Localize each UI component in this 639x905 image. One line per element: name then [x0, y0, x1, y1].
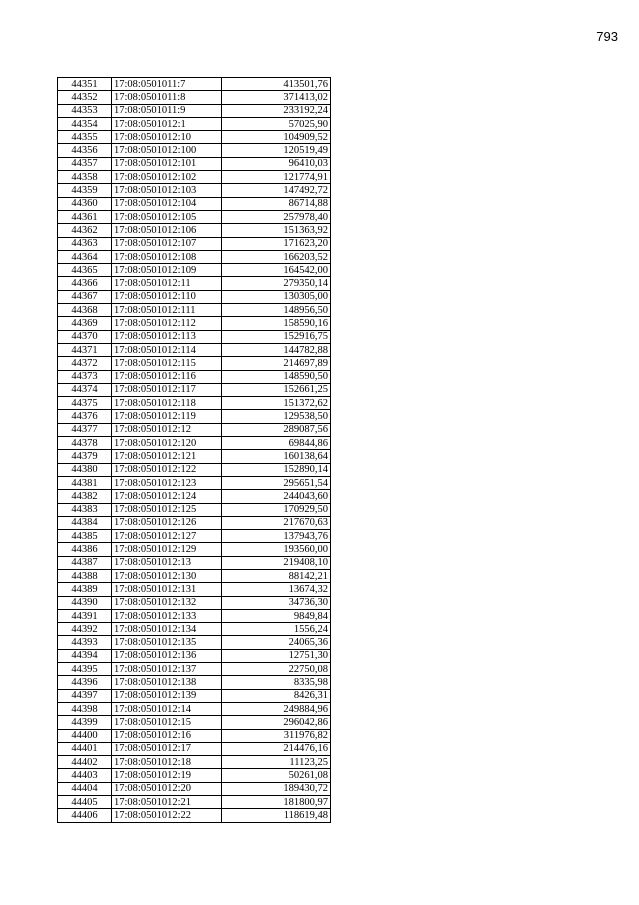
value-cell: 193560,00: [222, 543, 331, 556]
cadastral-number-cell: 17:08:0501012:117: [112, 383, 222, 396]
row-number-cell: 44400: [58, 729, 112, 742]
row-number-cell: 44394: [58, 649, 112, 662]
cadastral-number-cell: 17:08:0501012:112: [112, 317, 222, 330]
table-row: [58, 104, 331, 117]
registry-table-body: [58, 78, 331, 823]
row-number-cell: 44376: [58, 410, 112, 423]
cadastral-number-cell: 17:08:0501012:105: [112, 210, 222, 223]
cadastral-number-cell: 17:08:0501012:107: [112, 237, 222, 250]
cadastral-number-cell: 17:08:0501012:132: [112, 596, 222, 609]
row-number-cell: 44384: [58, 516, 112, 529]
row-number-cell: 44372: [58, 357, 112, 370]
table-row: [58, 184, 331, 197]
cadastral-number-cell: 17:08:0501012:137: [112, 663, 222, 676]
table-row: [58, 569, 331, 582]
cadastral-number-cell: 17:08:0501012:125: [112, 503, 222, 516]
value-cell: 249884,96: [222, 702, 331, 715]
table-row: [58, 596, 331, 609]
cadastral-number-cell: 17:08:0501012:116: [112, 370, 222, 383]
table-row: [58, 503, 331, 516]
cadastral-number-cell: 17:08:0501012:109: [112, 264, 222, 277]
value-cell: 219408,10: [222, 556, 331, 569]
value-cell: 279350,14: [222, 277, 331, 290]
cadastral-number-cell: 17:08:0501011:8: [112, 91, 222, 104]
value-cell: 11123,25: [222, 756, 331, 769]
cadastral-number-cell: 17:08:0501012:1: [112, 117, 222, 130]
table-row: [58, 343, 331, 356]
value-cell: 311976,82: [222, 729, 331, 742]
cadastral-number-cell: 17:08:0501012:121: [112, 450, 222, 463]
row-number-cell: 44365: [58, 264, 112, 277]
row-number-cell: 44356: [58, 144, 112, 157]
row-number-cell: 44382: [58, 490, 112, 503]
value-cell: 371413,02: [222, 91, 331, 104]
row-number-cell: 44370: [58, 330, 112, 343]
value-cell: 158590,16: [222, 317, 331, 330]
value-cell: 137943,76: [222, 530, 331, 543]
cadastral-number-cell: 17:08:0501012:130: [112, 569, 222, 582]
table-row: [58, 623, 331, 636]
cadastral-number-cell: 17:08:0501012:123: [112, 476, 222, 489]
table-row: [58, 702, 331, 715]
cadastral-number-cell: 17:08:0501012:127: [112, 530, 222, 543]
table-row: [58, 91, 331, 104]
value-cell: 295651,54: [222, 476, 331, 489]
row-number-cell: 44389: [58, 583, 112, 596]
cadastral-number-cell: 17:08:0501012:135: [112, 636, 222, 649]
row-number-cell: 44405: [58, 796, 112, 809]
row-number-cell: 44401: [58, 742, 112, 755]
cadastral-number-cell: 17:08:0501012:106: [112, 224, 222, 237]
value-cell: 130305,00: [222, 290, 331, 303]
row-number-cell: 44378: [58, 437, 112, 450]
table-row: [58, 609, 331, 622]
cadastral-number-cell: 17:08:0501012:134: [112, 623, 222, 636]
cadastral-number-cell: 17:08:0501012:115: [112, 357, 222, 370]
table-row: [58, 490, 331, 503]
table-row: [58, 516, 331, 529]
cadastral-number-cell: 17:08:0501012:133: [112, 609, 222, 622]
cadastral-number-cell: 17:08:0501012:20: [112, 782, 222, 795]
table-row: [58, 224, 331, 237]
row-number-cell: 44383: [58, 503, 112, 516]
value-cell: 118619,48: [222, 809, 331, 822]
table-row: [58, 131, 331, 144]
table-row: [58, 716, 331, 729]
row-number-cell: 44403: [58, 769, 112, 782]
table-row: [58, 171, 331, 184]
value-cell: 214697,89: [222, 357, 331, 370]
table-row: [58, 556, 331, 569]
value-cell: 144782,88: [222, 343, 331, 356]
table-row: [58, 782, 331, 795]
table-row: [58, 250, 331, 263]
table-row: [58, 756, 331, 769]
row-number-cell: 44359: [58, 184, 112, 197]
cadastral-number-cell: 17:08:0501012:100: [112, 144, 222, 157]
cadastral-number-cell: 17:08:0501012:113: [112, 330, 222, 343]
value-cell: 34736,30: [222, 596, 331, 609]
cadastral-number-cell: 17:08:0501012:131: [112, 583, 222, 596]
table-row: [58, 383, 331, 396]
cadastral-number-cell: 17:08:0501012:103: [112, 184, 222, 197]
value-cell: 257978,40: [222, 210, 331, 223]
value-cell: 244043,60: [222, 490, 331, 503]
table-row: [58, 809, 331, 822]
value-cell: 57025,90: [222, 117, 331, 130]
value-cell: 24065,36: [222, 636, 331, 649]
value-cell: 152661,25: [222, 383, 331, 396]
row-number-cell: 44351: [58, 78, 112, 91]
cadastral-number-cell: 17:08:0501012:21: [112, 796, 222, 809]
value-cell: 120519,49: [222, 144, 331, 157]
table-row: [58, 450, 331, 463]
table-row: [58, 317, 331, 330]
table-row: [58, 423, 331, 436]
row-number-cell: 44369: [58, 317, 112, 330]
table-row: [58, 157, 331, 170]
cadastral-number-cell: 17:08:0501012:118: [112, 397, 222, 410]
value-cell: 166203,52: [222, 250, 331, 263]
cadastral-number-cell: 17:08:0501012:12: [112, 423, 222, 436]
table-row: [58, 649, 331, 662]
cadastral-number-cell: 17:08:0501012:10: [112, 131, 222, 144]
table-row: [58, 357, 331, 370]
cadastral-number-cell: 17:08:0501012:11: [112, 277, 222, 290]
table-row: [58, 397, 331, 410]
table-row: [58, 210, 331, 223]
cadastral-number-cell: 17:08:0501012:129: [112, 543, 222, 556]
value-cell: 121774,91: [222, 171, 331, 184]
value-cell: 8335,98: [222, 676, 331, 689]
cadastral-number-cell: 17:08:0501012:110: [112, 290, 222, 303]
cadastral-number-cell: 17:08:0501012:15: [112, 716, 222, 729]
value-cell: 233192,24: [222, 104, 331, 117]
table-row: [58, 304, 331, 317]
value-cell: 171623,20: [222, 237, 331, 250]
table-row: [58, 264, 331, 277]
table-row: [58, 583, 331, 596]
table-row: [58, 796, 331, 809]
cadastral-number-cell: 17:08:0501012:120: [112, 437, 222, 450]
table-row: [58, 663, 331, 676]
table-row: [58, 769, 331, 782]
table-row: [58, 437, 331, 450]
table-row: [58, 676, 331, 689]
value-cell: 86714,88: [222, 197, 331, 210]
cadastral-number-cell: 17:08:0501011:9: [112, 104, 222, 117]
row-number-cell: 44375: [58, 397, 112, 410]
table-row: [58, 543, 331, 556]
value-cell: 217670,63: [222, 516, 331, 529]
value-cell: 152890,14: [222, 463, 331, 476]
cadastral-number-cell: 17:08:0501012:114: [112, 343, 222, 356]
row-number-cell: 44363: [58, 237, 112, 250]
value-cell: 148956,50: [222, 304, 331, 317]
cadastral-number-cell: 17:08:0501012:139: [112, 689, 222, 702]
value-cell: 9849,84: [222, 609, 331, 622]
value-cell: 413501,76: [222, 78, 331, 91]
cadastral-number-cell: 17:08:0501012:138: [112, 676, 222, 689]
value-cell: 151372,62: [222, 397, 331, 410]
value-cell: 8426,31: [222, 689, 331, 702]
row-number-cell: 44371: [58, 343, 112, 356]
table-row: [58, 78, 331, 91]
row-number-cell: 44355: [58, 131, 112, 144]
row-number-cell: 44406: [58, 809, 112, 822]
table-row: [58, 277, 331, 290]
cadastral-number-cell: 17:08:0501012:108: [112, 250, 222, 263]
table-row: [58, 689, 331, 702]
row-number-cell: 44402: [58, 756, 112, 769]
row-number-cell: 44358: [58, 171, 112, 184]
cadastral-number-cell: 17:08:0501012:14: [112, 702, 222, 715]
row-number-cell: 44379: [58, 450, 112, 463]
cadastral-number-cell: 17:08:0501012:124: [112, 490, 222, 503]
value-cell: 152916,75: [222, 330, 331, 343]
row-number-cell: 44362: [58, 224, 112, 237]
row-number-cell: 44392: [58, 623, 112, 636]
table-row: [58, 330, 331, 343]
value-cell: 170929,50: [222, 503, 331, 516]
row-number-cell: 44393: [58, 636, 112, 649]
table-row: [58, 370, 331, 383]
row-number-cell: 44352: [58, 91, 112, 104]
table-row: [58, 290, 331, 303]
row-number-cell: 44398: [58, 702, 112, 715]
cadastral-number-cell: 17:08:0501012:17: [112, 742, 222, 755]
table-row: [58, 476, 331, 489]
value-cell: 289087,56: [222, 423, 331, 436]
value-cell: 160138,64: [222, 450, 331, 463]
value-cell: 12751,30: [222, 649, 331, 662]
value-cell: 189430,72: [222, 782, 331, 795]
value-cell: 69844,86: [222, 437, 331, 450]
value-cell: 13674,32: [222, 583, 331, 596]
row-number-cell: 44368: [58, 304, 112, 317]
table-row: [58, 410, 331, 423]
row-number-cell: 44399: [58, 716, 112, 729]
value-cell: 88142,21: [222, 569, 331, 582]
cadastral-number-cell: 17:08:0501012:136: [112, 649, 222, 662]
row-number-cell: 44390: [58, 596, 112, 609]
row-number-cell: 44397: [58, 689, 112, 702]
row-number-cell: 44360: [58, 197, 112, 210]
page-number: 793: [596, 29, 618, 44]
row-number-cell: 44377: [58, 423, 112, 436]
cadastral-number-cell: 17:08:0501012:101: [112, 157, 222, 170]
row-number-cell: 44395: [58, 663, 112, 676]
table-row: [58, 729, 331, 742]
cadastral-number-cell: 17:08:0501012:126: [112, 516, 222, 529]
row-number-cell: 44357: [58, 157, 112, 170]
row-number-cell: 44380: [58, 463, 112, 476]
row-number-cell: 44396: [58, 676, 112, 689]
value-cell: 148590,50: [222, 370, 331, 383]
value-cell: 164542,00: [222, 264, 331, 277]
row-number-cell: 44388: [58, 569, 112, 582]
value-cell: 214476,16: [222, 742, 331, 755]
value-cell: 181800,97: [222, 796, 331, 809]
cadastral-number-cell: 17:08:0501012:18: [112, 756, 222, 769]
cadastral-number-cell: 17:08:0501012:102: [112, 171, 222, 184]
cadastral-number-cell: 17:08:0501012:19: [112, 769, 222, 782]
value-cell: 129538,50: [222, 410, 331, 423]
table-row: [58, 237, 331, 250]
row-number-cell: 44353: [58, 104, 112, 117]
value-cell: 50261,08: [222, 769, 331, 782]
cadastral-number-cell: 17:08:0501011:7: [112, 78, 222, 91]
table-row: [58, 636, 331, 649]
row-number-cell: 44404: [58, 782, 112, 795]
row-number-cell: 44364: [58, 250, 112, 263]
value-cell: 1556,24: [222, 623, 331, 636]
cadastral-number-cell: 17:08:0501012:104: [112, 197, 222, 210]
table-row: [58, 144, 331, 157]
row-number-cell: 44367: [58, 290, 112, 303]
table-row: [58, 197, 331, 210]
table-row: [58, 117, 331, 130]
row-number-cell: 44385: [58, 530, 112, 543]
row-number-cell: 44381: [58, 476, 112, 489]
value-cell: 147492,72: [222, 184, 331, 197]
table-row: [58, 530, 331, 543]
row-number-cell: 44366: [58, 277, 112, 290]
row-number-cell: 44361: [58, 210, 112, 223]
registry-table: [57, 77, 331, 823]
value-cell: 296042,86: [222, 716, 331, 729]
value-cell: 151363,92: [222, 224, 331, 237]
row-number-cell: 44386: [58, 543, 112, 556]
value-cell: 96410,03: [222, 157, 331, 170]
value-cell: 22750,08: [222, 663, 331, 676]
cadastral-number-cell: 17:08:0501012:122: [112, 463, 222, 476]
row-number-cell: 44374: [58, 383, 112, 396]
table-row: [58, 463, 331, 476]
row-number-cell: 44354: [58, 117, 112, 130]
row-number-cell: 44373: [58, 370, 112, 383]
cadastral-number-cell: 17:08:0501012:111: [112, 304, 222, 317]
value-cell: 104909,52: [222, 131, 331, 144]
row-number-cell: 44391: [58, 609, 112, 622]
cadastral-number-cell: 17:08:0501012:16: [112, 729, 222, 742]
table-row: [58, 742, 331, 755]
cadastral-number-cell: 17:08:0501012:119: [112, 410, 222, 423]
cadastral-number-cell: 17:08:0501012:13: [112, 556, 222, 569]
row-number-cell: 44387: [58, 556, 112, 569]
cadastral-number-cell: 17:08:0501012:22: [112, 809, 222, 822]
